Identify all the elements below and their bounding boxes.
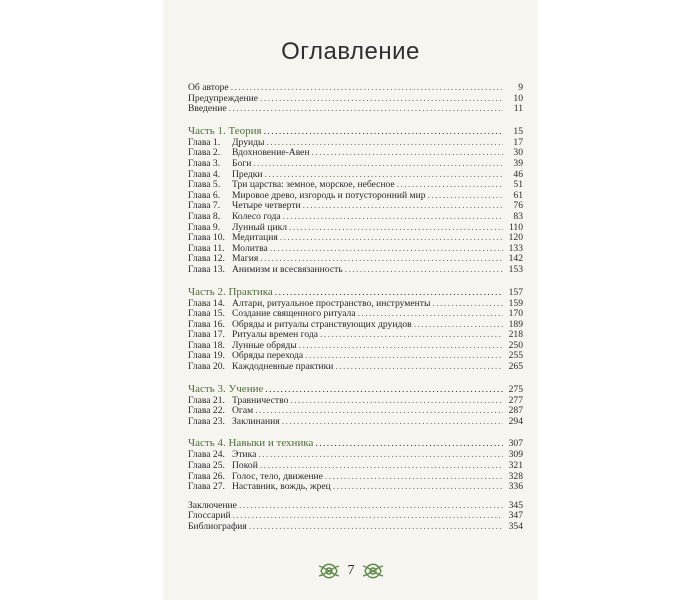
page-ref: 76 — [513, 200, 523, 212]
entry-title: Наставник, вождь, жрец — [232, 481, 331, 493]
page-ref: 287 — [508, 405, 523, 417]
chapter-number: Глава 6. — [188, 189, 221, 201]
dot-leader — [282, 417, 503, 428]
part-title: Часть 3. Учение — [188, 382, 264, 395]
dot-leader — [325, 472, 503, 483]
toc-entry-row — [188, 104, 523, 115]
toc-chapter-row — [188, 159, 523, 170]
page-ref: 51 — [513, 179, 523, 191]
entry-title: Мировое древо, изгородь и потусторонний мир — [232, 189, 426, 201]
dot-leader — [290, 396, 503, 407]
dot-leader — [229, 104, 503, 115]
toc-entry-row — [188, 501, 523, 512]
page-ref: 110 — [508, 221, 523, 233]
page-ref: 321 — [508, 460, 523, 472]
toc-part-row — [188, 285, 523, 299]
page-ref: 46 — [513, 168, 523, 180]
page-title: Оглавление — [281, 38, 420, 65]
page-ref: 83 — [513, 210, 523, 222]
entry-title: Боги — [232, 157, 252, 169]
entry-title: Обряды и ритуалы странствующих друидов — [232, 318, 412, 330]
entry-title: Ритуалы времен года — [232, 329, 318, 341]
page-ref: 142 — [508, 253, 523, 265]
dot-leader — [233, 511, 503, 522]
page-ref: 265 — [508, 361, 523, 373]
page-ref: 133 — [508, 242, 523, 254]
entry-title: Об авторе — [188, 82, 229, 93]
page-ref: 157 — [508, 286, 523, 298]
page-ref: 153 — [508, 263, 523, 275]
dot-leader — [345, 265, 503, 276]
entry-title: Три царства: земное, морское, небесное — [232, 179, 395, 191]
chapter-number: Глава 25. — [188, 460, 225, 472]
page-ref: 39 — [513, 157, 523, 169]
chapter-number: Глава 8. — [188, 210, 221, 222]
page-ref: 328 — [508, 470, 523, 482]
page-ref: 255 — [508, 350, 523, 362]
page-ref: 15 — [513, 125, 523, 137]
page-ref: 218 — [508, 329, 523, 341]
chapter-number: Глава 23. — [188, 415, 225, 427]
page-ref: 275 — [508, 383, 523, 395]
page-ref: 307 — [508, 438, 523, 450]
dot-leader — [299, 341, 503, 352]
page-ref: 61 — [513, 189, 523, 201]
entry-title: Предупреждение — [188, 92, 259, 104]
toc-part-row — [188, 382, 523, 396]
entry-title: Этика — [232, 449, 257, 461]
entry-title: Медитация — [232, 232, 278, 244]
toc-entry-row — [188, 83, 523, 94]
toc-entry-row — [188, 522, 523, 533]
dot-leader — [305, 351, 503, 362]
dot-leader — [428, 191, 503, 202]
entry-title: Травничество — [232, 394, 289, 406]
chapter-number: Глава 5. — [188, 179, 221, 191]
entry-title: Молитва — [232, 242, 268, 254]
entry-title: Анимизм и всесвязанность — [232, 263, 343, 275]
chapter-number: Глава 13. — [188, 263, 225, 275]
toc-entry-row — [188, 94, 523, 105]
toc-chapter-row — [188, 417, 523, 428]
chapter-number: Глава 18. — [188, 339, 225, 351]
page-ref: 120 — [508, 232, 523, 244]
entry-title: Заклинания — [232, 415, 280, 427]
part-title: Часть 2. Практика — [188, 285, 273, 298]
dot-leader — [333, 482, 503, 493]
chapter-number: Глава 12. — [188, 253, 225, 265]
page-ref: 189 — [508, 318, 523, 330]
chapter-number: Глава 1. — [188, 136, 221, 148]
toc-chapter-row — [188, 265, 523, 276]
toc-spacer — [188, 493, 523, 501]
entry-title: Каждодневные практики — [232, 361, 334, 373]
page-ref: 11 — [513, 103, 523, 115]
entry-title: Введение — [188, 103, 227, 115]
entry-title: Голос, тело, движение — [232, 470, 323, 482]
dot-leader — [315, 437, 503, 451]
dot-leader — [335, 362, 503, 373]
entry-title: Глоссарий — [188, 510, 231, 522]
chapter-number: Глава 26. — [188, 470, 225, 482]
chapter-number: Глава 15. — [188, 308, 225, 320]
toc-chapter-row — [188, 482, 523, 493]
page-ref: 309 — [508, 449, 523, 461]
dot-leader — [312, 148, 503, 159]
dot-leader — [270, 244, 503, 255]
entry-title: Алтари, ритуальное пространство, инструменты — [232, 297, 431, 309]
page-ref: 17 — [513, 136, 523, 148]
entry-title: Заключение — [188, 499, 237, 511]
dot-leader — [239, 501, 503, 512]
chapter-number: Глава 7. — [188, 200, 221, 212]
entry-title: Магия — [232, 253, 259, 265]
page-number: 7 — [347, 563, 355, 578]
entry-title: Покой — [232, 460, 258, 472]
dot-leader — [231, 83, 503, 94]
page-ref: 336 — [508, 481, 523, 493]
toc-part-row — [188, 124, 523, 138]
part-title: Часть 1. Теория — [188, 124, 262, 137]
entry-title: Лунные обряды — [232, 339, 297, 351]
entry-title: Обряды перехода — [232, 350, 304, 362]
entry-title: Друиды — [232, 136, 265, 148]
dot-leader — [255, 406, 503, 417]
page-ref: 294 — [508, 415, 523, 427]
chapter-number: Глава 14. — [188, 297, 225, 309]
chapter-number: Глава 4. — [188, 168, 221, 180]
entry-title: Колесо года — [232, 210, 281, 222]
toc-part-row — [188, 436, 523, 450]
dot-leader — [258, 450, 503, 461]
chapter-number: Глава 20. — [188, 361, 225, 373]
book-page — [164, 0, 537, 600]
dot-leader — [303, 201, 503, 212]
page-ref: 277 — [508, 394, 523, 406]
dot-leader — [283, 212, 503, 223]
part-title: Часть 4. Навыки и техника — [188, 437, 314, 450]
dot-leader — [260, 94, 503, 105]
page-ref: 159 — [508, 297, 523, 309]
page-number-ornament — [315, 558, 387, 584]
entry-title: Огам — [232, 405, 254, 417]
page-ref: 30 — [513, 147, 523, 159]
chapter-number: Глава 22. — [188, 405, 225, 417]
toc-chapter-row — [188, 212, 523, 223]
chapter-number: Глава 27. — [188, 481, 225, 493]
chapter-number: Глава 16. — [188, 318, 225, 330]
toc-chapter-row — [188, 362, 523, 373]
chapter-number: Глава 3. — [188, 157, 221, 169]
page-ref: 250 — [508, 339, 523, 351]
page-ref: 170 — [508, 308, 523, 320]
chapter-number: Глава 21. — [188, 394, 225, 406]
dot-leader — [414, 320, 503, 331]
chapter-number: Глава 19. — [188, 350, 225, 362]
dot-leader — [264, 125, 503, 139]
dot-leader — [253, 159, 503, 170]
entry-title: Четыре четверти — [232, 200, 301, 212]
chapter-number: Глава 24. — [188, 449, 225, 461]
entry-title: Предки — [232, 168, 263, 180]
dot-leader — [320, 330, 503, 341]
dot-leader — [265, 383, 503, 397]
entry-title: Создание священного ритуала — [232, 308, 356, 320]
dot-leader — [432, 299, 503, 310]
entry-title: Лунный цикл — [232, 221, 288, 233]
chapter-number: Глава 10. — [188, 232, 225, 244]
page-ref: 9 — [518, 82, 523, 93]
page-ref: 10 — [513, 92, 523, 104]
entry-title: Библиография — [188, 521, 247, 532]
chapter-number: Глава 17. — [188, 329, 225, 341]
chapter-number: Глава 11. — [188, 242, 225, 254]
dot-leader — [249, 522, 503, 533]
table-of-contents — [188, 83, 523, 533]
dot-leader — [280, 233, 503, 244]
chapter-number: Глава 9. — [188, 221, 221, 233]
entry-title: Вдохновение-Авен — [232, 147, 310, 159]
dot-leader — [289, 223, 503, 234]
chapter-number: Глава 2. — [188, 147, 221, 159]
page-ref: 347 — [508, 510, 523, 522]
page-ref: 354 — [508, 521, 523, 532]
page-ref: 345 — [508, 499, 523, 511]
